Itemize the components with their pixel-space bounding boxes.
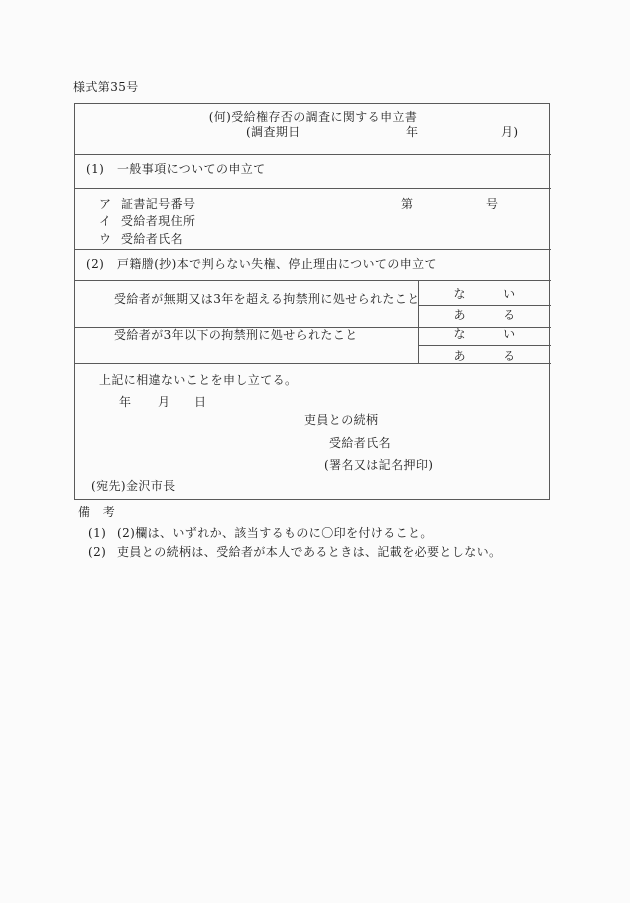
remark-number: (2)	[88, 545, 107, 559]
remark-text: 吏員との続柄は、受給者が本人であるときは、記載を必要としない。	[117, 545, 502, 559]
item-kana: イ	[99, 214, 112, 228]
survey-date-year-label: 年	[406, 125, 419, 139]
answer-subdivider-line	[418, 305, 551, 306]
section1-number: (1)	[86, 162, 105, 176]
date-month-label: 月	[158, 395, 171, 409]
question-imprisonment-under-3y: 受給者が3年以下の拘禁刑に処せられたこと	[114, 328, 358, 342]
number-prefix-label: 第	[401, 197, 414, 211]
divider-line	[75, 363, 551, 364]
question-imprisonment-over-3y: 受給者が無期又は3年を超える拘禁刑に処せられたこと	[114, 292, 420, 306]
answer-option-no: な い	[453, 287, 516, 301]
declaration-statement: 上記に相違ないことを申し立てる。	[99, 373, 298, 387]
answer-option-yes: あ る	[453, 308, 516, 322]
date-day-label: 日	[194, 395, 207, 409]
item-label: 証書記号番号	[121, 197, 196, 211]
addressee-label: (宛先)金沢市長	[91, 479, 176, 493]
divider-line	[75, 280, 551, 281]
remark-text: (2)欄は、いずれか、該当するものに〇印を付けること。	[117, 526, 433, 540]
survey-date-month-label: 月)	[501, 125, 519, 139]
item-label: 受給者氏名	[121, 232, 184, 246]
survey-date-label: (調査期日	[246, 125, 301, 139]
answer-option-yes: あ る	[453, 349, 516, 363]
form-title: (何)受給権存否の調査に関する申立書	[208, 110, 418, 124]
relation-to-official-label: 吏員との続柄	[304, 413, 379, 427]
divider-line	[75, 154, 551, 155]
divider-line	[75, 188, 551, 189]
divider-line	[75, 249, 551, 250]
form-number-label: 様式第35号	[73, 80, 139, 94]
signature-note: (署名又は記名押印)	[324, 458, 434, 472]
number-suffix-label: 号	[486, 197, 499, 211]
item-label: 受給者現住所	[121, 214, 196, 228]
answer-option-no: な い	[453, 327, 516, 341]
remarks-heading: 備 考	[78, 505, 116, 519]
date-year-label: 年	[119, 395, 132, 409]
section2-number: (2)	[86, 257, 105, 271]
answer-subdivider-line	[418, 345, 551, 346]
remark-number: (1)	[88, 526, 107, 540]
item-kana: ア	[99, 197, 112, 211]
recipient-name-label: 受給者氏名	[329, 436, 392, 450]
section1-heading: 一般事項についての申立て	[117, 162, 266, 176]
section2-heading: 戸籍謄(抄)本で判らない失権、停止理由についての申立て	[117, 257, 437, 271]
form-box	[74, 103, 550, 500]
item-kana: ウ	[99, 232, 112, 246]
